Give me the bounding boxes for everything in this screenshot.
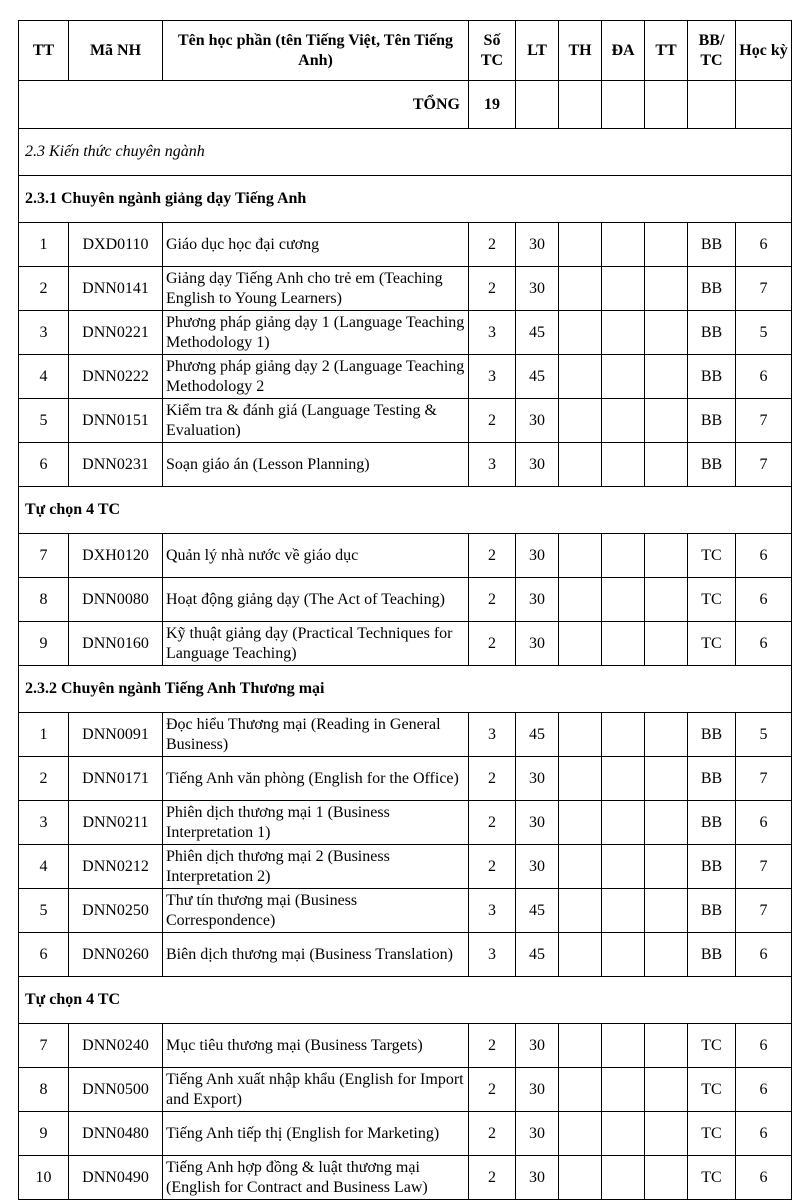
course-code: DXH0120 <box>69 534 163 578</box>
course-semester: 6 <box>736 933 792 977</box>
course-name: Tiếng Anh xuất nhập khẩu (English for Import and Export) <box>163 1068 469 1112</box>
course-type: BB <box>688 889 736 933</box>
course-row <box>19 845 792 889</box>
course-row <box>19 223 792 267</box>
curriculum-table <box>18 20 792 1200</box>
course-da <box>602 622 645 666</box>
course-credits: 2 <box>469 1112 516 1156</box>
course-type: BB <box>688 355 736 399</box>
course-lt: 30 <box>516 1068 559 1112</box>
course-tt2 <box>645 578 688 622</box>
course-lt: 30 <box>516 578 559 622</box>
course-da <box>602 713 645 757</box>
course-da <box>602 757 645 801</box>
course-da <box>602 889 645 933</box>
course-tt: 2 <box>19 757 69 801</box>
course-type: BB <box>688 757 736 801</box>
course-tt: 8 <box>19 1068 69 1112</box>
course-th <box>559 933 602 977</box>
course-tt: 4 <box>19 845 69 889</box>
course-tt2 <box>645 757 688 801</box>
elective-heading: Tự chọn 4 TC <box>19 487 792 534</box>
course-da <box>602 1112 645 1156</box>
course-credits: 3 <box>469 443 516 487</box>
course-tt: 9 <box>19 622 69 666</box>
course-credits: 2 <box>469 1156 516 1200</box>
course-th <box>559 801 602 845</box>
course-name: Thư tín thương mại (Business Correspondence) <box>163 889 469 933</box>
section-heading: 2.3 Kiến thức chuyên ngành <box>19 129 792 176</box>
header-th: TH <box>559 21 602 81</box>
course-semester: 7 <box>736 267 792 311</box>
course-name: Hoạt động giảng dạy (The Act of Teaching) <box>163 578 469 622</box>
course-name: Quản lý nhà nước về giáo dục <box>163 534 469 578</box>
course-tt: 1 <box>19 713 69 757</box>
course-da <box>602 399 645 443</box>
course-credits: 2 <box>469 622 516 666</box>
course-code: DNN0211 <box>69 801 163 845</box>
course-lt: 45 <box>516 889 559 933</box>
course-lt: 30 <box>516 622 559 666</box>
course-type: TC <box>688 578 736 622</box>
course-da <box>602 267 645 311</box>
course-lt: 30 <box>516 845 559 889</box>
course-tt: 3 <box>19 801 69 845</box>
course-lt: 30 <box>516 801 559 845</box>
course-semester: 6 <box>736 223 792 267</box>
course-th <box>559 1024 602 1068</box>
course-lt: 30 <box>516 267 559 311</box>
course-da <box>602 1156 645 1200</box>
course-tt: 7 <box>19 534 69 578</box>
course-th <box>559 1112 602 1156</box>
course-th <box>559 1156 602 1200</box>
course-tt2 <box>645 1156 688 1200</box>
course-row <box>19 622 792 666</box>
course-tt: 5 <box>19 399 69 443</box>
course-code: DNN0212 <box>69 845 163 889</box>
course-tt2 <box>645 311 688 355</box>
course-credits: 2 <box>469 845 516 889</box>
course-name: Tiếng Anh hợp đồng & luật thương mại (English for Contract and Business Law) <box>163 1156 469 1200</box>
course-semester: 7 <box>736 889 792 933</box>
course-row <box>19 801 792 845</box>
course-type: BB <box>688 311 736 355</box>
course-tt2 <box>645 223 688 267</box>
course-th <box>559 622 602 666</box>
course-row <box>19 578 792 622</box>
course-credits: 3 <box>469 713 516 757</box>
course-name: Mục tiêu thương mại (Business Targets) <box>163 1024 469 1068</box>
course-row <box>19 757 792 801</box>
course-tt: 4 <box>19 355 69 399</box>
course-row <box>19 534 792 578</box>
course-semester: 6 <box>736 1068 792 1112</box>
course-th <box>559 399 602 443</box>
header-da: ĐA <box>602 21 645 81</box>
course-lt: 30 <box>516 443 559 487</box>
course-th <box>559 1068 602 1112</box>
course-tt2 <box>645 1112 688 1156</box>
course-type: TC <box>688 534 736 578</box>
course-lt: 30 <box>516 1156 559 1200</box>
course-semester: 6 <box>736 1024 792 1068</box>
header-ma-nh: Mã NH <box>69 21 163 81</box>
course-th <box>559 889 602 933</box>
course-semester: 7 <box>736 399 792 443</box>
course-code: DNN0490 <box>69 1156 163 1200</box>
course-semester: 7 <box>736 845 792 889</box>
course-semester: 7 <box>736 443 792 487</box>
header-tt: TT <box>19 21 69 81</box>
course-tt2 <box>645 1024 688 1068</box>
course-lt: 45 <box>516 355 559 399</box>
course-code: DNN0080 <box>69 578 163 622</box>
course-lt: 30 <box>516 223 559 267</box>
total-label: TỔNG <box>19 81 469 129</box>
course-name: Kiểm tra & đánh giá (Language Testing & Evaluation) <box>163 399 469 443</box>
course-code: DNN0221 <box>69 311 163 355</box>
course-name: Biên dịch thương mại (Business Translation) <box>163 933 469 977</box>
course-lt: 30 <box>516 534 559 578</box>
course-code: DNN0091 <box>69 713 163 757</box>
course-name: Phương pháp giảng dạy 1 (Language Teaching Methodology 1) <box>163 311 469 355</box>
course-credits: 2 <box>469 1068 516 1112</box>
course-tt2 <box>645 801 688 845</box>
course-tt2 <box>645 889 688 933</box>
course-tt: 10 <box>19 1156 69 1200</box>
course-credits: 2 <box>469 223 516 267</box>
course-type: TC <box>688 1112 736 1156</box>
header-hoc-ky: Học kỳ <box>736 21 792 81</box>
header-lt: LT <box>516 21 559 81</box>
course-row <box>19 443 792 487</box>
course-tt2 <box>645 534 688 578</box>
course-th <box>559 534 602 578</box>
course-name: Tiếng Anh văn phòng (English for the Office) <box>163 757 469 801</box>
course-semester: 6 <box>736 622 792 666</box>
course-semester: 6 <box>736 801 792 845</box>
course-da <box>602 1068 645 1112</box>
course-th <box>559 443 602 487</box>
section-heading: 2.3.2 Chuyên ngành Tiếng Anh Thương mại <box>19 666 792 713</box>
course-code: DNN0160 <box>69 622 163 666</box>
course-credits: 2 <box>469 757 516 801</box>
course-semester: 7 <box>736 757 792 801</box>
course-da <box>602 443 645 487</box>
course-row <box>19 1156 792 1200</box>
header-so-tc: Số TC <box>469 21 516 81</box>
course-tt2 <box>645 1068 688 1112</box>
course-tt2 <box>645 845 688 889</box>
course-lt: 30 <box>516 1112 559 1156</box>
course-code: DNN0231 <box>69 443 163 487</box>
section-heading: 2.3.1 Chuyên ngành giảng dạy Tiếng Anh <box>19 176 792 223</box>
course-da <box>602 578 645 622</box>
header-bb-tc: BB/ TC <box>688 21 736 81</box>
section-row <box>19 487 792 534</box>
course-code: DNN0222 <box>69 355 163 399</box>
course-type: BB <box>688 443 736 487</box>
course-semester: 5 <box>736 311 792 355</box>
course-tt: 7 <box>19 1024 69 1068</box>
total-value: 19 <box>469 81 516 129</box>
course-th <box>559 845 602 889</box>
course-tt: 8 <box>19 578 69 622</box>
course-row <box>19 355 792 399</box>
section-row <box>19 977 792 1024</box>
course-code: DNN0480 <box>69 1112 163 1156</box>
course-tt2 <box>645 355 688 399</box>
course-tt: 2 <box>19 267 69 311</box>
course-semester: 5 <box>736 713 792 757</box>
course-name: Tiếng Anh tiếp thị (English for Marketing) <box>163 1112 469 1156</box>
course-th <box>559 311 602 355</box>
elective-heading: Tự chọn 4 TC <box>19 977 792 1024</box>
course-row <box>19 311 792 355</box>
course-tt: 3 <box>19 311 69 355</box>
course-lt: 30 <box>516 757 559 801</box>
course-row <box>19 1024 792 1068</box>
course-type: BB <box>688 223 736 267</box>
header-tt2: TT <box>645 21 688 81</box>
course-name: Giáo dục học đại cương <box>163 223 469 267</box>
course-th <box>559 757 602 801</box>
course-da <box>602 311 645 355</box>
course-row <box>19 933 792 977</box>
course-credits: 2 <box>469 578 516 622</box>
course-credits: 2 <box>469 267 516 311</box>
course-semester: 6 <box>736 534 792 578</box>
course-row <box>19 1068 792 1112</box>
course-code: DNN0171 <box>69 757 163 801</box>
course-th <box>559 267 602 311</box>
course-semester: 6 <box>736 355 792 399</box>
course-lt: 30 <box>516 1024 559 1068</box>
course-code: DNN0250 <box>69 889 163 933</box>
course-semester: 6 <box>736 1156 792 1200</box>
course-type: BB <box>688 845 736 889</box>
course-name: Phiên dịch thương mại 1 (Business Interpretation 1) <box>163 801 469 845</box>
course-row <box>19 1112 792 1156</box>
course-tt: 9 <box>19 1112 69 1156</box>
course-lt: 45 <box>516 933 559 977</box>
course-th <box>559 355 602 399</box>
course-th <box>559 223 602 267</box>
course-row <box>19 399 792 443</box>
course-credits: 2 <box>469 1024 516 1068</box>
course-type: TC <box>688 1024 736 1068</box>
course-code: DNN0260 <box>69 933 163 977</box>
course-tt: 5 <box>19 889 69 933</box>
course-type: TC <box>688 1068 736 1112</box>
course-type: TC <box>688 622 736 666</box>
course-da <box>602 801 645 845</box>
course-da <box>602 1024 645 1068</box>
course-credits: 2 <box>469 399 516 443</box>
course-tt2 <box>645 443 688 487</box>
section-row <box>19 176 792 223</box>
course-code: DNN0240 <box>69 1024 163 1068</box>
course-code: DNN0141 <box>69 267 163 311</box>
course-row <box>19 713 792 757</box>
course-tt: 6 <box>19 933 69 977</box>
course-lt: 45 <box>516 311 559 355</box>
course-tt: 6 <box>19 443 69 487</box>
course-credits: 3 <box>469 311 516 355</box>
course-semester: 6 <box>736 1112 792 1156</box>
course-name: Kỹ thuật giảng dạy (Practical Techniques for Language Teaching) <box>163 622 469 666</box>
course-tt2 <box>645 622 688 666</box>
course-semester: 6 <box>736 578 792 622</box>
course-da <box>602 355 645 399</box>
course-credits: 2 <box>469 801 516 845</box>
course-type: BB <box>688 801 736 845</box>
course-code: DNN0151 <box>69 399 163 443</box>
course-th <box>559 578 602 622</box>
course-row <box>19 889 792 933</box>
course-type: TC <box>688 1156 736 1200</box>
course-da <box>602 223 645 267</box>
course-credits: 2 <box>469 534 516 578</box>
course-da <box>602 845 645 889</box>
header-row <box>19 21 792 81</box>
course-th <box>559 713 602 757</box>
course-name: Soạn giáo án (Lesson Planning) <box>163 443 469 487</box>
course-type: BB <box>688 713 736 757</box>
course-da <box>602 534 645 578</box>
course-name: Đọc hiểu Thương mại (Reading in General Business) <box>163 713 469 757</box>
course-lt: 45 <box>516 713 559 757</box>
course-type: BB <box>688 267 736 311</box>
course-tt2 <box>645 399 688 443</box>
course-tt: 1 <box>19 223 69 267</box>
header-ten-hoc-phan: Tên học phần (tên Tiếng Việt, Tên Tiếng Anh) <box>163 21 469 81</box>
course-row <box>19 267 792 311</box>
course-name: Phiên dịch thương mại 2 (Business Interpretation 2) <box>163 845 469 889</box>
course-code: DNN0500 <box>69 1068 163 1112</box>
total-row <box>19 81 792 129</box>
course-credits: 3 <box>469 355 516 399</box>
course-da <box>602 933 645 977</box>
course-code: DXD0110 <box>69 223 163 267</box>
course-type: BB <box>688 933 736 977</box>
course-lt: 30 <box>516 399 559 443</box>
course-name: Phương pháp giảng dạy 2 (Language Teaching Methodology 2 <box>163 355 469 399</box>
course-tt2 <box>645 267 688 311</box>
section-row <box>19 666 792 713</box>
course-credits: 3 <box>469 889 516 933</box>
course-credits: 3 <box>469 933 516 977</box>
course-type: BB <box>688 399 736 443</box>
course-tt2 <box>645 933 688 977</box>
course-name: Giảng dạy Tiếng Anh cho trẻ em (Teaching English to Young Learners) <box>163 267 469 311</box>
course-tt2 <box>645 713 688 757</box>
section-row <box>19 129 792 176</box>
